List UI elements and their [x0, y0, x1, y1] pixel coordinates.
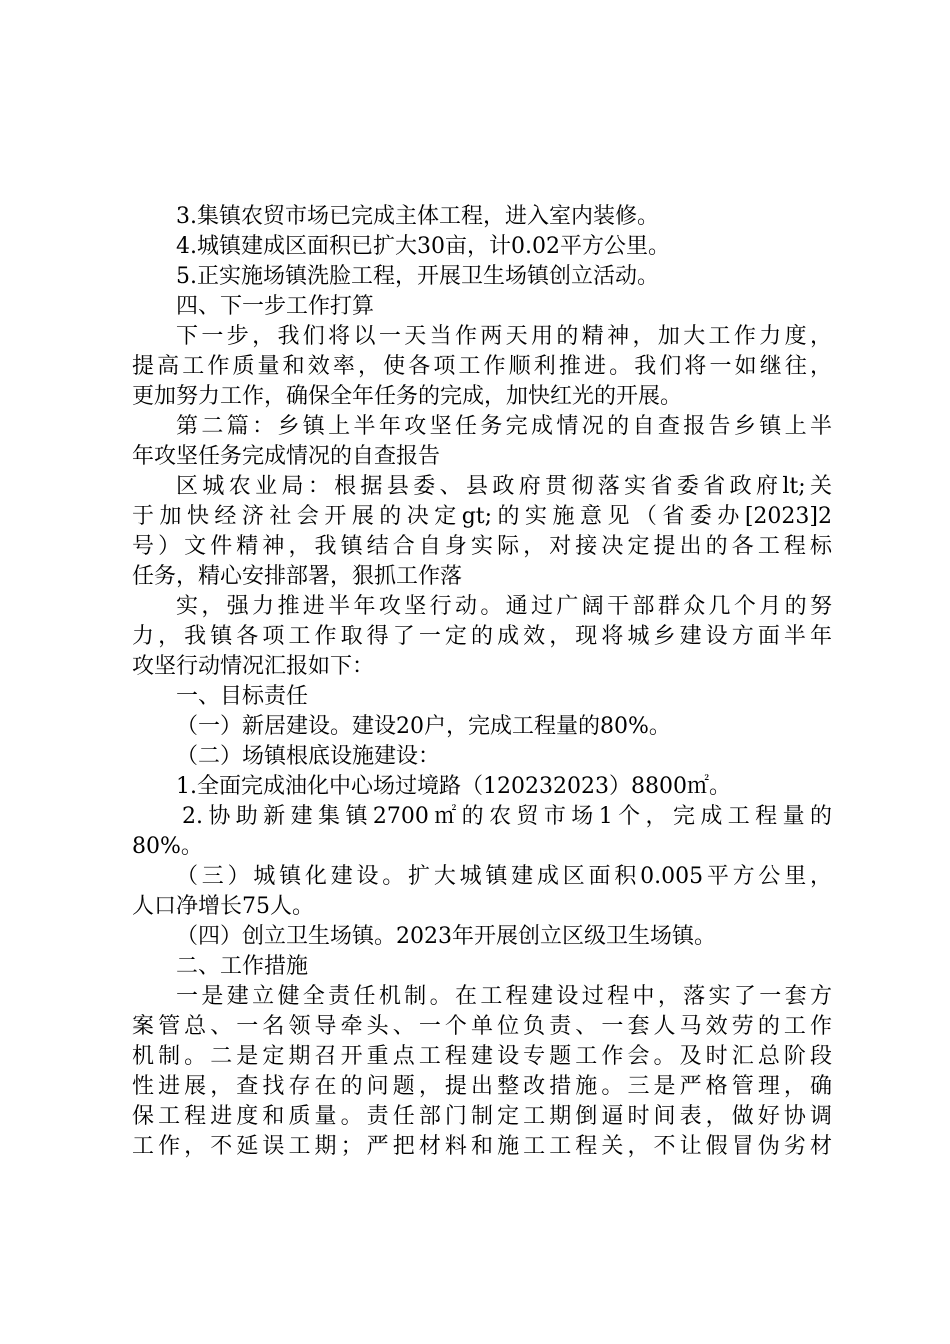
text-line: 人口净增长75人。 [132, 894, 314, 919]
text-line: 提高工作质量和效率，使各项工作顺利推进。我们将一如继往， [132, 354, 832, 379]
text-line: 区城农业局：根据县委、县政府贯彻落实省委省政府lt;关 [176, 474, 832, 499]
text-line: 二、工作措施 [176, 954, 309, 979]
text-line: 4.城镇建成区面积已扩大30亩，计0.02平方公里。 [176, 234, 670, 259]
text-line: 实，强力推进半年攻坚行动。通过广阔干部群众几个月的努 [176, 594, 832, 619]
text-line: 攻坚行动情况汇报如下： [132, 654, 375, 679]
text-line: 案管总、一名领导牵头、一个单位负责、一套人马效劳的工作 [132, 1014, 832, 1039]
text-line: 四、下一步工作打算 [176, 294, 375, 319]
text-line: （一）新居建设。建设20户，完成工程量的80%。 [176, 714, 671, 739]
text-line: 保工程进度和质量。责任部门制定工期倒逼时间表，做好协调 [132, 1104, 832, 1129]
text-line: 80%。 [132, 834, 203, 859]
text-line: 号）文件精神，我镇结合自身实际，对接决定提出的各工程标 [132, 534, 832, 559]
text-line: 第二篇：乡镇上半年攻坚任务完成情况的自查报告乡镇上半 [176, 414, 832, 439]
text-line: 下一步，我们将以一天当作两天用的精神，加大工作力度， [176, 324, 832, 349]
text-line: 更加努力工作，确保全年任务的完成，加快红光的开展。 [132, 384, 683, 409]
text-line: 机制。二是定期召开重点工程建设专题工作会。及时汇总阶段 [132, 1044, 832, 1069]
text-line: 性进展，查找存在的问题，提出整改措施。三是严格管理，确 [132, 1074, 832, 1099]
text-line: 任务，精心安排部署，狠抓工作落 [132, 564, 463, 589]
text-line: 5.正实施场镇洗脸工程，开展卫生场镇创立活动。 [176, 264, 659, 289]
text-line: 一、目标责任 [176, 684, 309, 709]
text-line: 年攻坚任务完成情况的自查报告 [132, 444, 441, 469]
text-line: 一是建立健全责任机制。在工程建设过程中，落实了一套方 [176, 984, 832, 1009]
text-line: 1.全面完成油化中心场过境路（120232023）8800㎡。 [176, 774, 731, 799]
text-line: 于加快经济社会开展的决定gt;的实施意见（省委办[2023]2 [132, 504, 832, 529]
text-line: 2.协助新建集镇2700㎡的农贸市场1个，完成工程量的 [182, 804, 832, 829]
text-line: 工作，不延误工期；严把材料和施工工程关，不让假冒伪劣材 [132, 1134, 832, 1159]
text-line: （三）城镇化建设。扩大城镇建成区面积0.005平方公里， [176, 864, 832, 889]
document-body [132, 202, 832, 1162]
text-line: （二）场镇根底设施建设： [176, 744, 441, 769]
text-line: 3.集镇农贸市场已完成主体工程，进入室内装修。 [176, 204, 659, 229]
text-line: （四）创立卫生场镇。2023年开展创立区级卫生场镇。 [176, 924, 716, 949]
text-line: 力，我镇各项工作取得了一定的成效，现将城乡建设方面半年 [132, 624, 832, 649]
